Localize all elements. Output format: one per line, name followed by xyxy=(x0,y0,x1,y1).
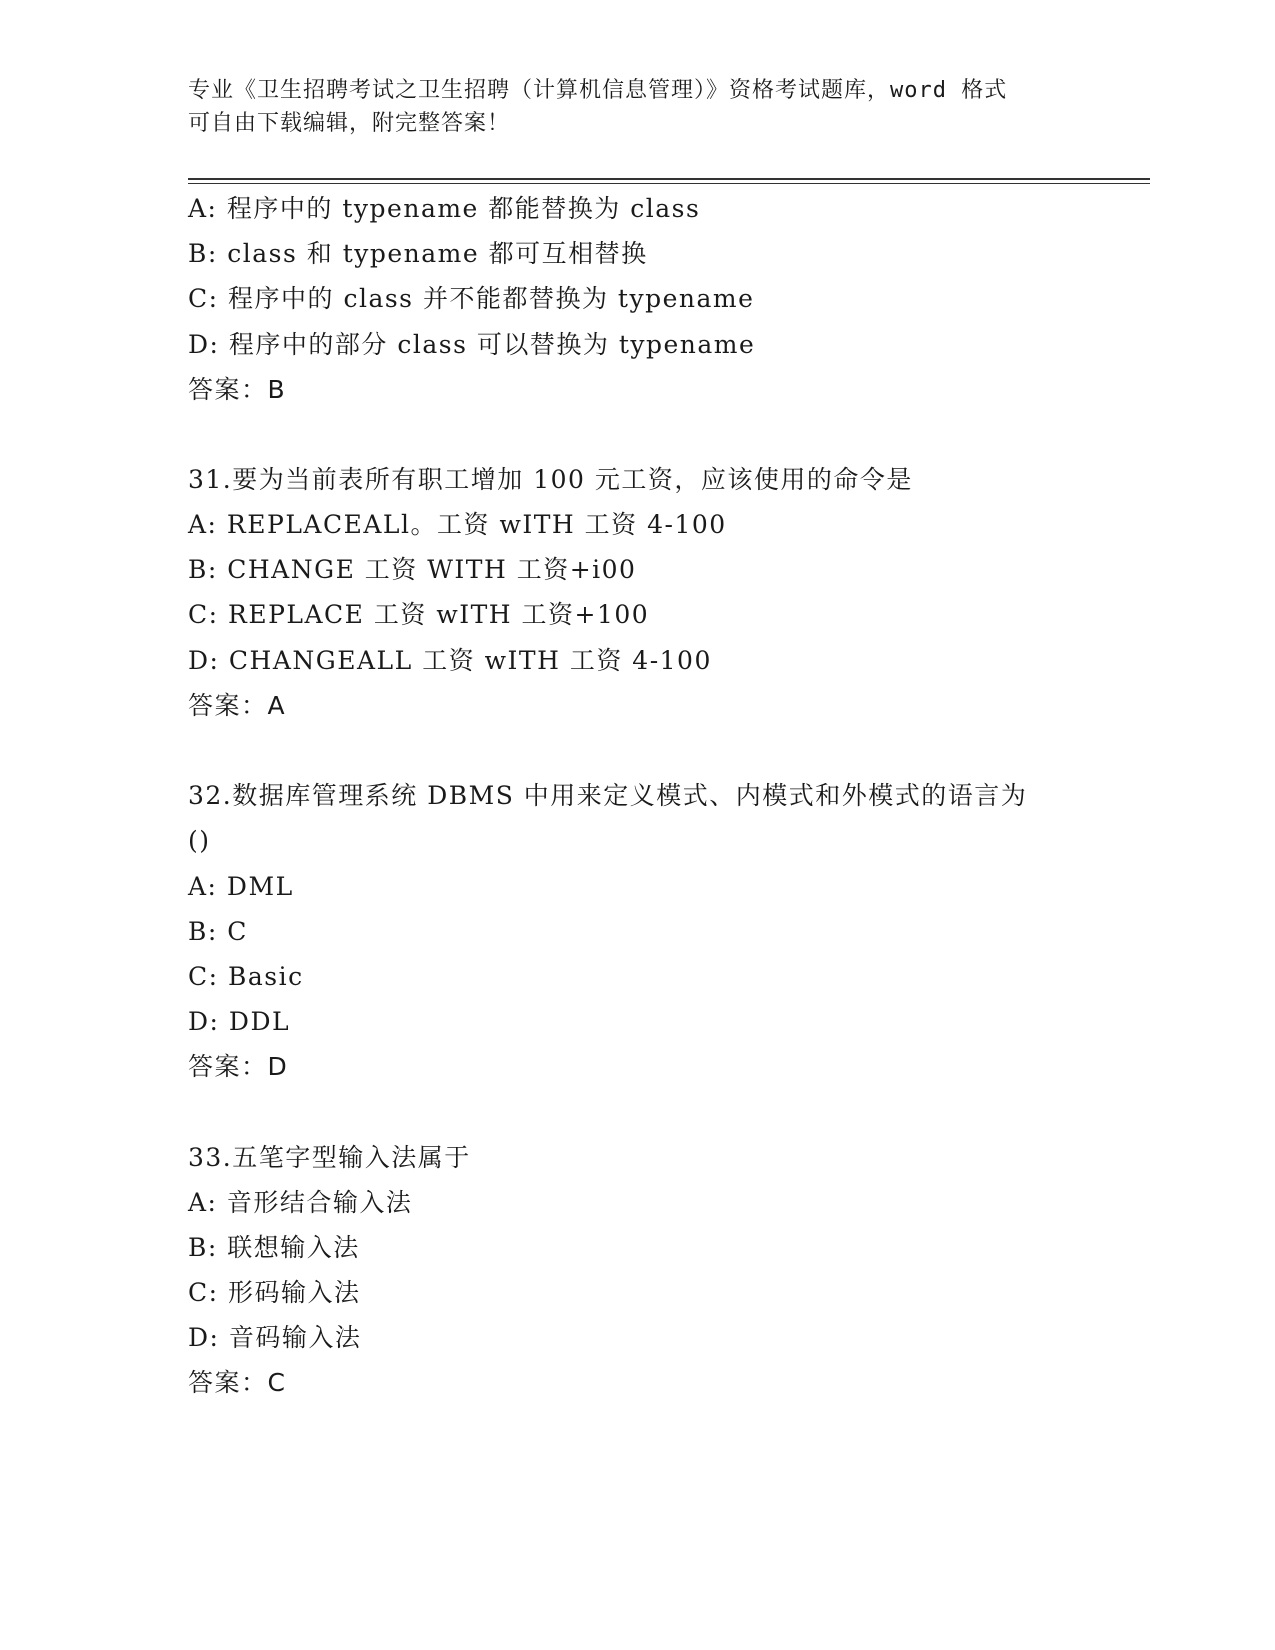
header-rule-thick xyxy=(188,178,1150,180)
q33-answer: 答案：C xyxy=(188,1368,287,1397)
header-line-1: 专业《卫生招聘考试之卫生招聘（计算机信息管理）》资格考试题库，word 格式 xyxy=(188,78,1008,103)
q32-option-c: C: Basic xyxy=(188,962,304,991)
q33-question: 33.五笔字型输入法属于 xyxy=(188,1143,471,1172)
q30-option-a: A: 程序中的 typename 都能替换为 class xyxy=(188,194,701,223)
q31-option-a: A: REPLACEALl。工资 wITH 工资 4-100 xyxy=(188,510,727,539)
q31-question: 31.要为当前表所有职工增加 100 元工资，应该使用的命令是 xyxy=(188,465,913,494)
q31-answer: 答案：A xyxy=(188,691,287,720)
header-rule-thin xyxy=(188,183,1150,184)
q30-answer: 答案：B xyxy=(188,375,287,404)
q32-question-cont: () xyxy=(188,826,211,855)
q32-question: 32.数据库管理系统 DBMS 中用来定义模式、内模式和外模式的语言为 xyxy=(188,781,1028,810)
q31-option-d: D: CHANGEALL 工资 wITH 工资 4-100 xyxy=(188,646,712,675)
q33-option-a: A: 音形结合输入法 xyxy=(188,1188,413,1217)
q33-option-d: D: 音码输入法 xyxy=(188,1323,362,1352)
q31-option-b: B: CHANGE 工资 WITH 工资+i00 xyxy=(188,555,637,584)
document-header xyxy=(188,74,1088,140)
header-line-2: 可自由下载编辑，附完整答案！ xyxy=(188,111,511,136)
q30-option-b: B: class 和 typename 都可互相替换 xyxy=(188,239,648,268)
q32-option-a: A: DML xyxy=(188,872,294,901)
q30-option-d: D: 程序中的部分 class 可以替换为 typename xyxy=(188,330,756,359)
q30-option-c: C: 程序中的 class 并不能都替换为 typename xyxy=(188,284,755,313)
q32-answer: 答案：D xyxy=(188,1052,289,1081)
q33-option-c: C: 形码输入法 xyxy=(188,1278,361,1307)
q33-option-b: B: 联想输入法 xyxy=(188,1233,360,1262)
q32-option-d: D: DDL xyxy=(188,1007,291,1036)
q31-option-c: C: REPLACE 工资 wITH 工资+100 xyxy=(188,600,650,629)
q32-option-b: B: C xyxy=(188,917,248,946)
